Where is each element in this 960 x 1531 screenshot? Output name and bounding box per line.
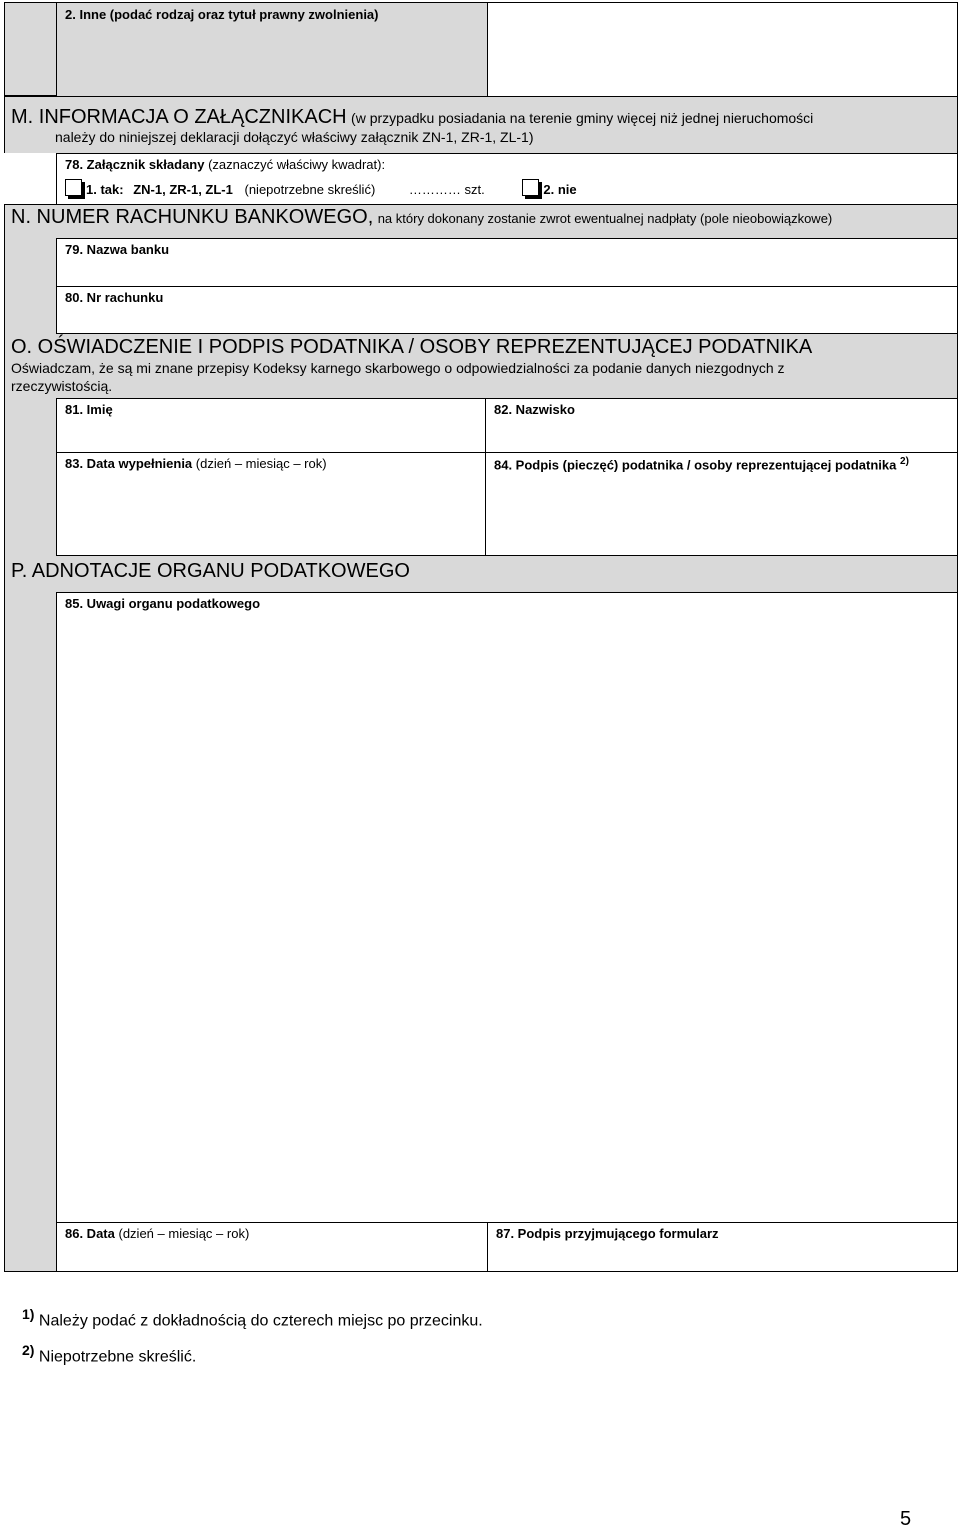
bank-name-field[interactable]: [56, 238, 958, 286]
left-margin-top: [4, 2, 56, 96]
account-number-field[interactable]: [56, 286, 958, 334]
section-n-header: [11, 206, 832, 229]
field-78-cell: [56, 153, 958, 204]
section-p-title: P. ADNOTACJE ORGANU PODATKOWEGO: [11, 560, 410, 582]
first-name-field[interactable]: [56, 398, 486, 452]
option-no-label: 2. nie: [543, 182, 577, 197]
footnote-1-text: Należy podać z dokładnością do czterech miejsc po przecinku.: [38, 1312, 483, 1330]
field-78-label: 78. Załącznik składany (zaznaczyć właściwy kwadrat):: [65, 157, 386, 172]
section-o-title: O. OŚWIADCZENIE I PODPIS PODATNIKA / OSOBY REPREZENTUJĄCEJ PODATNIKA: [11, 336, 813, 358]
attachment-count-unit: szt.: [464, 182, 485, 197]
option-yes-codes: ZN-1, ZR-1, ZL-1: [133, 182, 233, 197]
receipt-date-field[interactable]: [56, 1222, 488, 1272]
tax-office-remarks-label: 85. Uwagi organu podatkowego: [65, 596, 261, 611]
last-name-label: 82. Nazwisko: [494, 402, 575, 417]
page-number: 5: [900, 1508, 912, 1530]
section-n-note: na który dokonany zostanie zwrot ewentualnej nadpłaty (pole nieobowiązkowe): [377, 211, 833, 226]
checkbox-no-icon[interactable]: [522, 179, 539, 196]
fill-date-hint: (dzień – miesiąc – rok): [195, 456, 327, 471]
option-yes-hint: (niepotrzebne skreślić): [244, 182, 376, 197]
field-78-options: [65, 179, 577, 197]
checkbox-yes-icon[interactable]: [65, 179, 82, 196]
footnote-2-mark: 2): [22, 1342, 35, 1358]
option-yes-label: 1. tak:: [86, 182, 124, 197]
footnote-1-mark: 1): [22, 1306, 35, 1322]
taxpayer-signature-label: 84. Podpis (pieczęć) podatnika / osoby reprezentującej podatnika $^{2)}$: [494, 456, 909, 473]
receiver-signature-label: 87. Podpis przyjmującego formularz: [496, 1226, 719, 1241]
last-name-field[interactable]: [486, 398, 958, 452]
section-m-note-2: należy do niniejszej deklaracji dołączyć właściwy załącznik ZN-1, ZR-1, ZL-1): [55, 129, 534, 145]
tax-office-remarks-field[interactable]: [56, 592, 958, 1222]
footnote-2: [22, 1342, 196, 1366]
exemption-other-field[interactable]: [488, 2, 958, 96]
exemption-other-label-cell: [56, 2, 488, 96]
section-o-statement-1: Oświadczam, że są mi znane przepisy Kodeksy karnego skarbowego o odpowiedzialności za podanie danych niezgodnych z: [11, 360, 785, 376]
receipt-date-hint: (dzień – miesiąc – rok): [118, 1226, 250, 1241]
fill-date-label: 83. Data wypełnienia (dzień – miesiąc – rok): [65, 456, 327, 471]
receiver-signature-field[interactable]: [488, 1222, 958, 1272]
footnote-2-text: Niepotrzebne skreślić.: [38, 1348, 197, 1366]
section-m-title: M. INFORMACJA O ZAŁĄCZNIKACH: [11, 106, 347, 128]
section-n-title: N. NUMER RACHUNKU BANKOWEGO,: [11, 206, 374, 228]
footnote-1: [22, 1306, 483, 1330]
attachment-count-dots[interactable]: …………: [408, 182, 461, 197]
receipt-date-label: 86. Data (dzień – miesiąc – rok): [65, 1226, 250, 1241]
bank-name-label: 79. Nazwa banku: [65, 242, 170, 257]
exemption-other-label: 2. Inne (podać rodzaj oraz tytuł prawny zwolnienia): [65, 7, 379, 22]
section-m: [4, 96, 958, 153]
taxpayer-signature-footnote-mark: 2): [900, 456, 909, 467]
section-m-note-1: (w przypadku posiadania na terenie gminy więcej niż jednej nieruchomości: [351, 110, 814, 126]
account-number-label: 80. Nr rachunku: [65, 290, 164, 305]
section-o-statement-2: rzeczywistością.: [11, 378, 113, 394]
fill-date-field[interactable]: [56, 452, 486, 556]
taxpayer-signature-field[interactable]: [486, 452, 958, 556]
field-78-hint: (zaznaczyć właściwy kwadrat):: [208, 157, 386, 172]
section-m-header: [11, 106, 813, 129]
first-name-label: 81. Imię: [65, 402, 113, 417]
